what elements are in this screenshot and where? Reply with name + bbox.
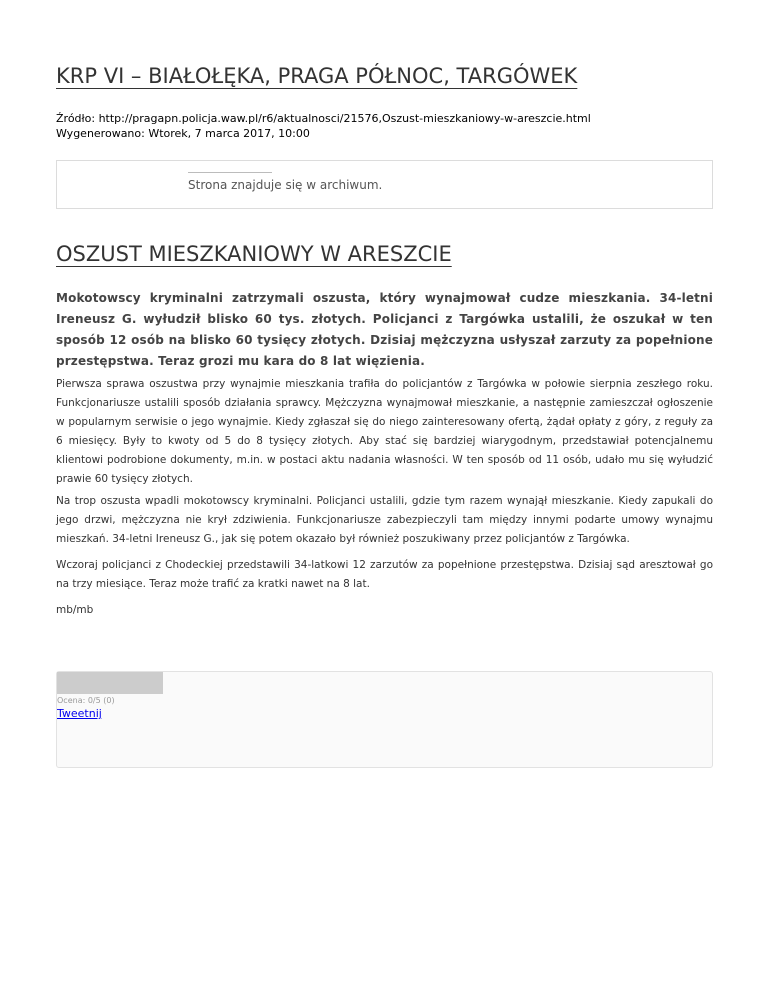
rating-label: Ocena: 0/5 (0) bbox=[57, 696, 115, 705]
tweet-link[interactable]: Tweetnij bbox=[57, 707, 102, 720]
article-signature: mb/mb bbox=[56, 604, 94, 616]
article-title: OSZUST MIESZKANIOWY W ARESZCIE bbox=[56, 242, 452, 266]
site-title: KRP VI – BIAŁOŁĘKA, PRAGA PÓŁNOC, TARGÓWEK bbox=[56, 64, 578, 88]
rating-stars-bar[interactable] bbox=[57, 672, 163, 694]
generated-date: Wygenerowano: Wtorek, 7 marca 2017, 10:00 bbox=[56, 127, 310, 140]
source-url: Źródło: http://pragapn.policja.waw.pl/r6/aktualnosci/21576,Oszust-mieszkaniowy-w-areszcie.html bbox=[56, 112, 591, 125]
article-paragraph: Wczoraj policjanci z Chodeckiej przedstawili 34-latkowi 12 zarzutów za popełnione przestępstwa. Dzisiaj sąd aresztował go na trzy miesiące. Teraz może trafić za kratki nawet na 8 lat. bbox=[56, 559, 713, 590]
archive-notice-text: Strona znajduje się w archiwum. bbox=[188, 178, 383, 192]
article-paragraph: Na trop oszusta wpadli mokotowscy kryminalni. Policjanci ustalili, gdzie tym razem wynajął mieszkanie. Kiedy zapukali do jego drzwi, mężczyzna nie krył zdziwienia. Funkcjonariusze zabezpieczyli tam między innymi podarte umowy wynajmu mieszkań. 34-letni Ireneusz G., jak się potem okazało był również poszukiwany przez policjantów z Targówka. bbox=[56, 495, 713, 545]
meta-info bbox=[56, 111, 591, 141]
rating-panel bbox=[56, 671, 713, 768]
archive-divider bbox=[188, 172, 272, 173]
article-lead: Mokotowscy kryminalni zatrzymali oszusta, który wynajmował cudze mieszkania. 34-letni Ireneusz G. wyłudził blisko 60 tys. złotych. Policjanci z Targówka ustalili, że oszukał w ten sposób 12 osób na blisko 60 tysięcy złotych. Dzisiaj mężczyzna usłyszał zarzuty za popełnione przestępstwa. Teraz grozi mu kara do 8 lat więzienia. bbox=[56, 291, 713, 368]
archive-notice-box bbox=[56, 160, 713, 209]
article-paragraph: Pierwsza sprawa oszustwa przy wynajmie mieszkania trafiła do policjantów z Targówka w połowie sierpnia zeszłego roku. Funkcjonariusze ustalili sposób działania sprawcy. Mężczyzna wynajmował mieszkanie, a następnie zamieszczał ogłoszenie w popularnym serwisie o jego wynajmie. Kiedy zgłaszał się do niego zainteresowany ofertą, żądał opłaty z góry, z reguły za 6 miesięcy. Były to kwoty od 5 do 8 tysięcy złotych. Aby stać się bardziej wiarygodnym, przedstawiał potencjalnemu klientowi podrobione dokumenty, m.in. w postaci aktu nadania własności. W ten sposób od 11 osób, udało mu się wyłudzić prawie 60 tysięcy złotych. bbox=[56, 378, 713, 485]
